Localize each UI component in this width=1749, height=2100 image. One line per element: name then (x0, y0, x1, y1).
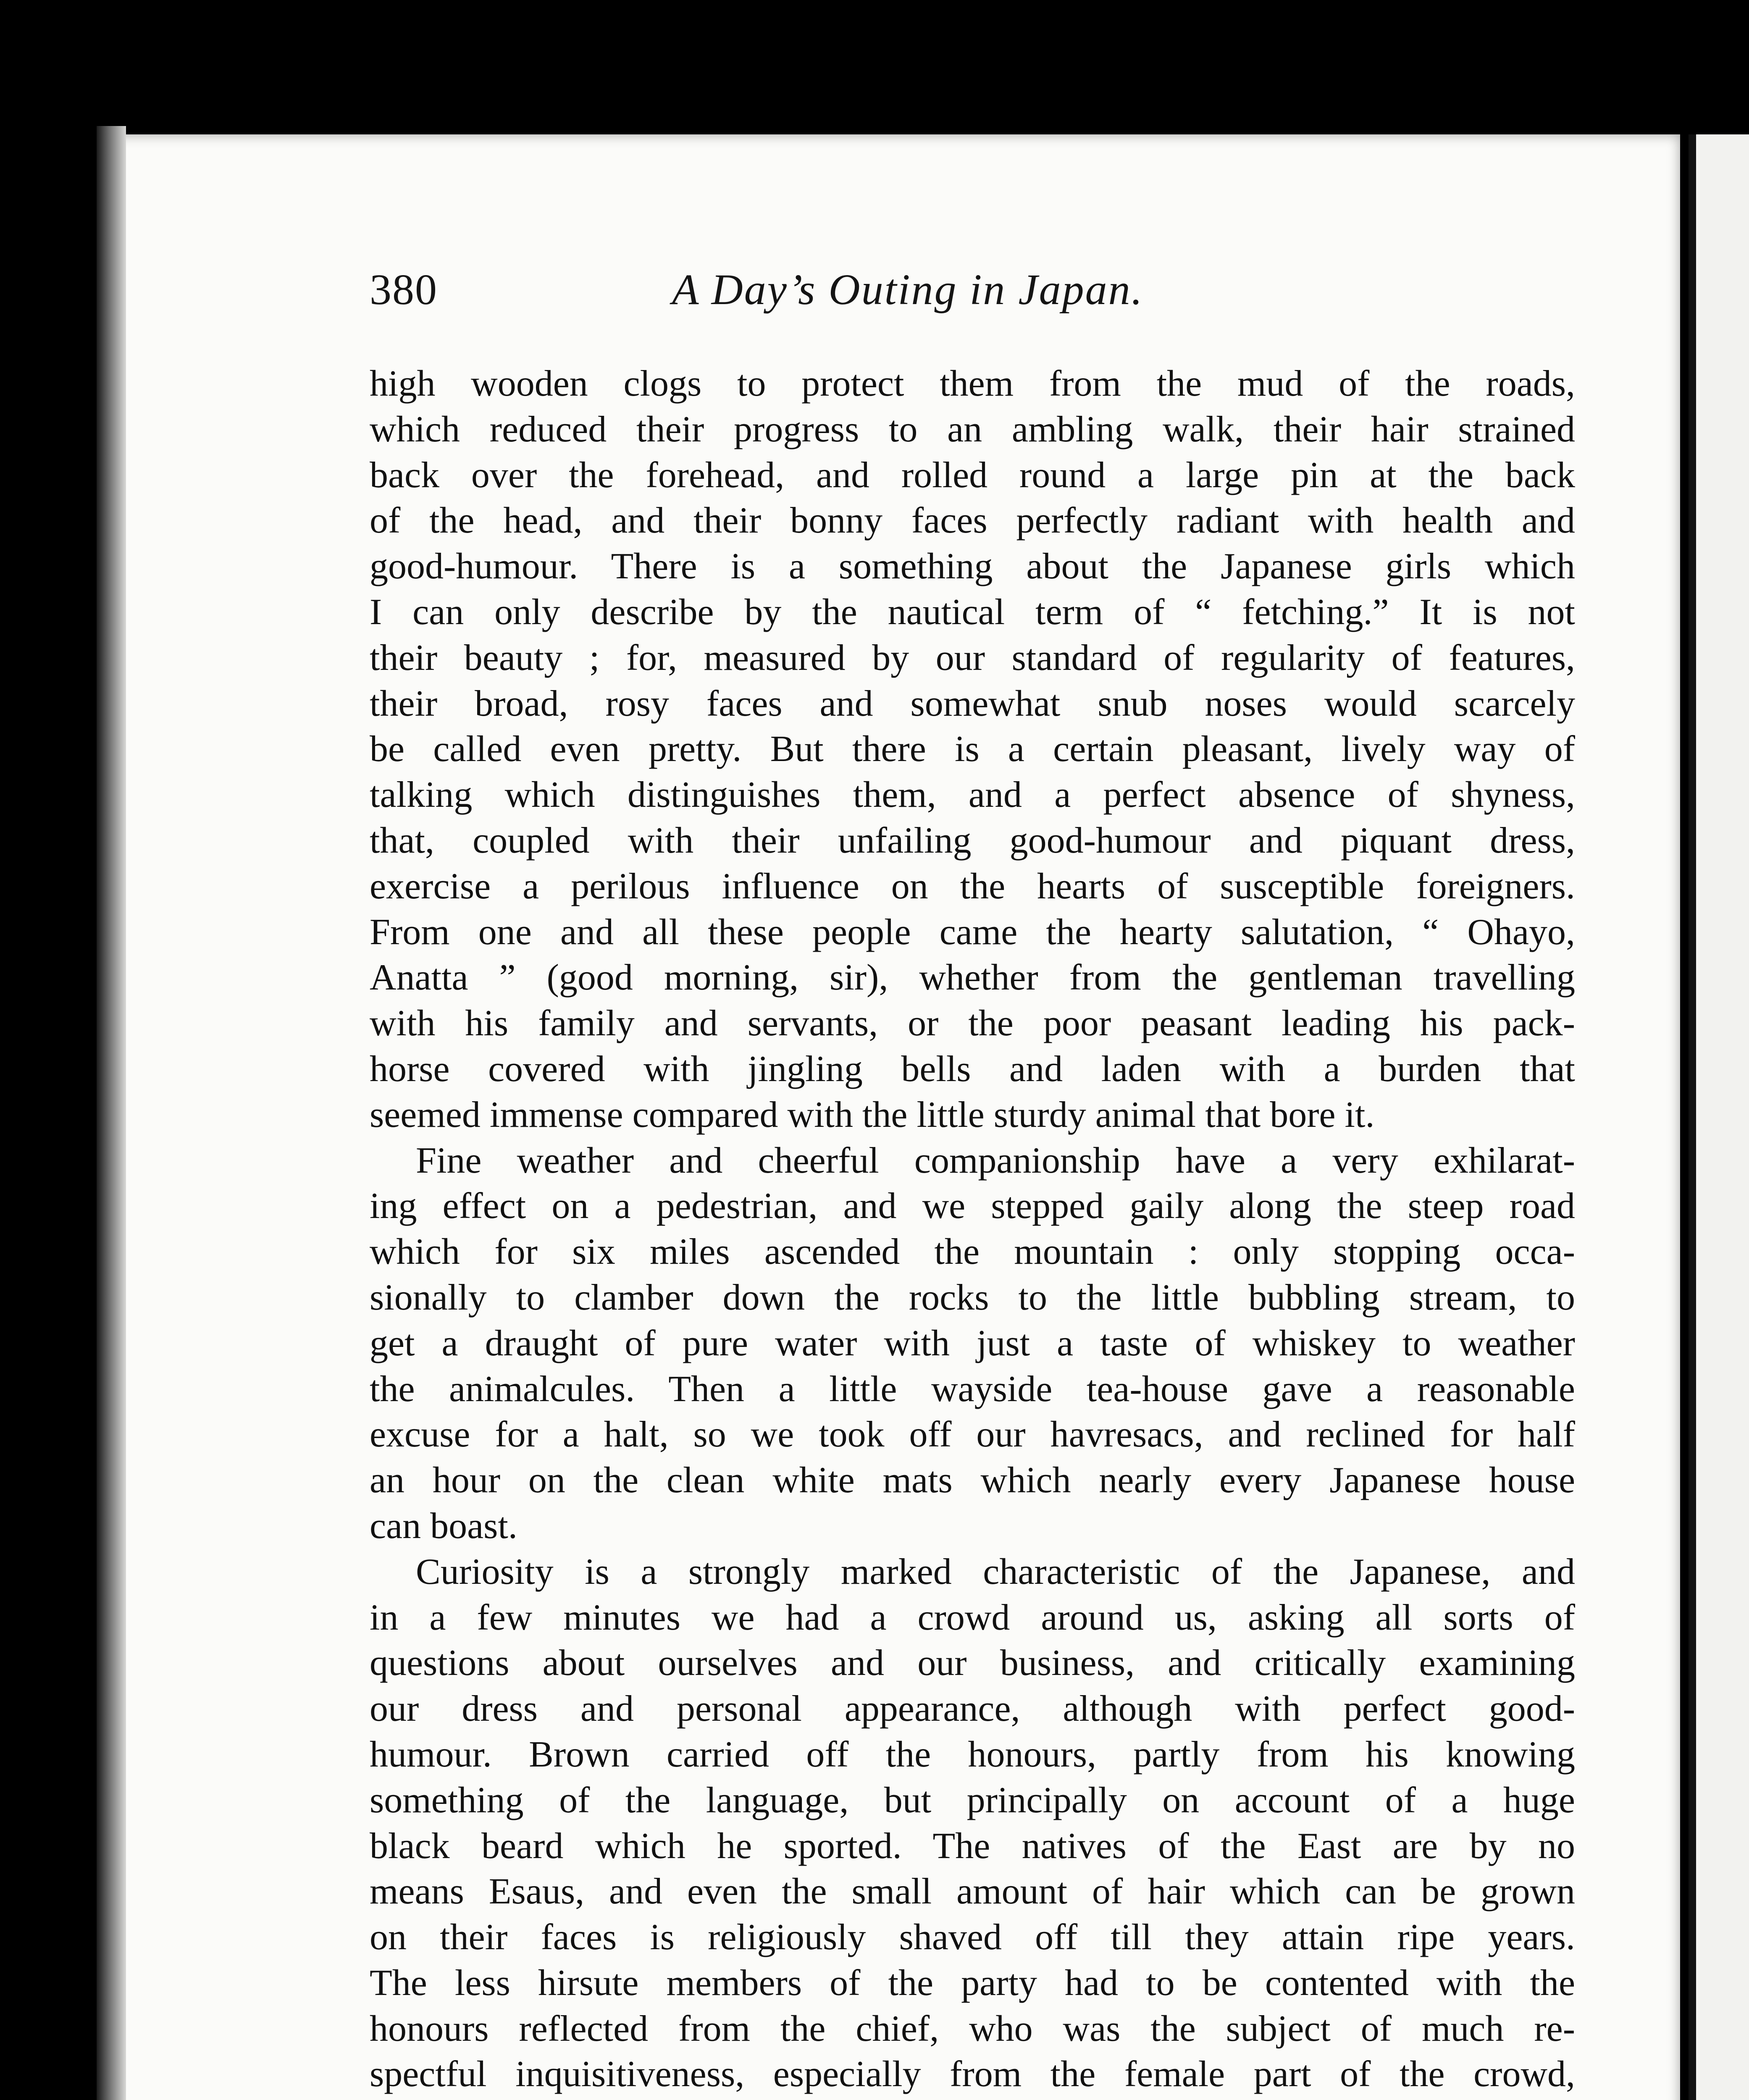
text-line: of the head, and their bonny faces perfectly radiant with health and (370, 500, 1575, 541)
text-line: back over the forehead, and rolled round a large pin at the back (370, 454, 1575, 496)
text-line: their beauty ; for, measured by our standard of regularity of features, (370, 637, 1575, 678)
text-line: with his family and servants, or the poor peasant leading his pack- (370, 1003, 1575, 1044)
text-line (370, 2097, 1575, 2100)
text-line: can boast. (370, 1505, 517, 1546)
text-line: which for six miles ascended the mountain : only stopping occa- (370, 1231, 1575, 1273)
text-line: be called even pretty. But there is a certain pleasant, lively way of (370, 729, 1575, 770)
text-line: something of the language, but principally on account of a huge (370, 1780, 1575, 1821)
text-line: black beard which he sported. The natives of the East are by no (370, 1825, 1575, 1866)
text-line: excuse for a halt, so we took off our havresacs, and reclined for half (370, 1414, 1575, 1455)
text-line: honours reflected from the chief, who was the subject of much re- (370, 2008, 1575, 2049)
text-line: that, coupled with their unfailing good-humour and piquant dress, (370, 820, 1575, 861)
text-line: horse covered with jingling bells and laden with a burden that (370, 1048, 1575, 1089)
text-line: in a few minutes we had a crowd around us, asking all sorts of (370, 1597, 1575, 1638)
text-line: spectful inquisitiveness, especially from the female part of the crowd, (370, 2054, 1575, 2095)
text-line: I can only describe by the nautical term of “ fetching.” It is not (370, 591, 1575, 633)
text-line: ing effect on a pedestrian, and we stepped gaily along the steep road (370, 1186, 1575, 1227)
paragraph-first-line: Fine weather and cheerful companionship have a very exhilarat- (416, 1140, 1575, 1181)
text-line: means Esaus, and even the small amount of hair which can be grown (370, 1871, 1575, 1912)
text-line: get a draught of pure water with just a taste of whiskey to weather (370, 1323, 1575, 1364)
text-line: seemed immense compared with the little sturdy animal that bore it. (370, 1094, 1375, 1135)
text-line: on their faces is religiously shaved off till they attain ripe years. (370, 1917, 1575, 1958)
running-title: A Day’s Outing in Japan. (672, 265, 1144, 314)
text-line: which reduced their progress to an ambling walk, their hair strained (370, 409, 1575, 450)
text-line: talking which distinguishes them, and a perfect absence of shyness, (370, 774, 1575, 816)
text-line: questions about ourselves and our business, and critically examining (370, 1643, 1575, 1684)
paragraph-first-line: Curiosity is a strongly marked characteristic of the Japanese, and (416, 1551, 1575, 1592)
text-line: sionally to clamber down the rocks to the little bubbling stream, to (370, 1277, 1575, 1318)
body-text (370, 361, 1575, 2100)
text-line: The less hirsute members of the party had to be contented with the (370, 1962, 1575, 2003)
text-line: good-humour. There is a something about the Japanese girls which (370, 546, 1575, 587)
text-line: exercise a perilous influence on the hearts of susceptible foreigners. (370, 866, 1575, 907)
page-header (370, 265, 1588, 328)
text-line: our dress and personal appearance, although with perfect good- (370, 1688, 1575, 1730)
page-number: 380 (370, 265, 438, 314)
text-line: high wooden clogs to protect them from the mud of the roads, (370, 363, 1575, 404)
text-line: humour. Brown carried off the honours, partly from his knowing (370, 1734, 1575, 1775)
text-line: an hour on the clean white mats which nearly every Japanese house (370, 1460, 1575, 1501)
text-line: Anatta ” (good morning, sir), whether from the gentleman travelling (370, 957, 1575, 998)
text-line: the animalcules. Then a little wayside tea-house gave a reasonable (370, 1368, 1575, 1410)
adjacent-page-edge (1689, 134, 1749, 2100)
text-line: From one and all these people came the hearty salutation, “ Ohayo, (370, 911, 1575, 953)
text-line: their broad, rosy faces and somewhat snub noses would scarcely (370, 683, 1575, 724)
page-gutter-shadow (97, 126, 126, 2100)
